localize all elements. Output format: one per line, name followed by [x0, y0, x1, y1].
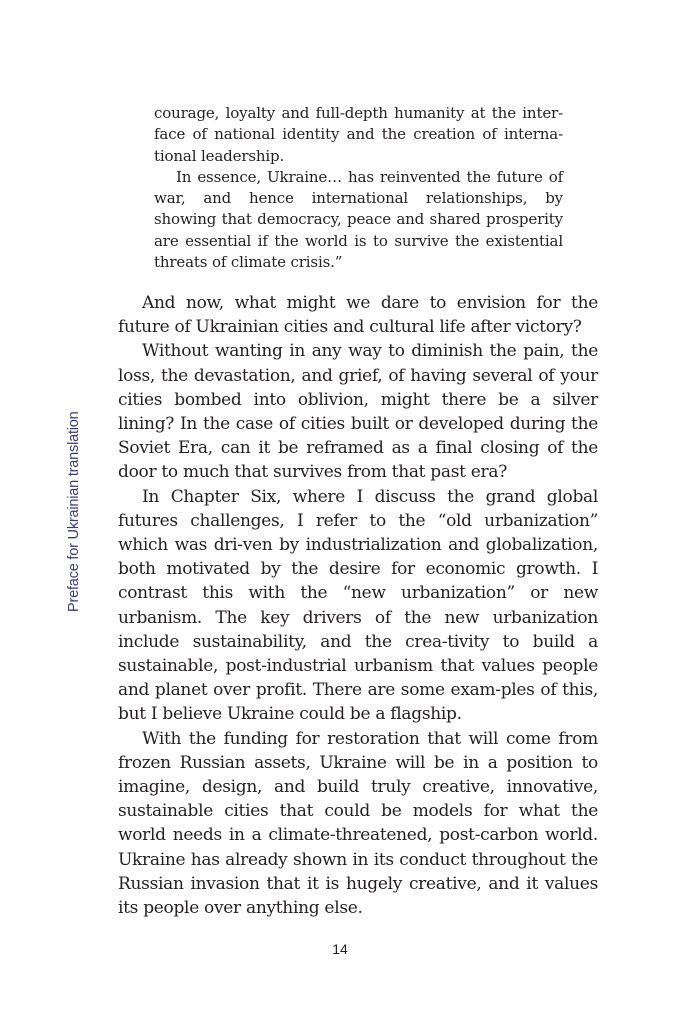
block-quote	[154, 103, 563, 273]
body-paragraph: And now, what might we dare to envision for the future of Ukrainian cities and cultural life after victory?	[118, 293, 598, 338]
body-paragraph: With the funding for restoration that will come from frozen Russian assets, Ukraine will be in a position to imagine, design, and build truly creative, innovative, sustainable cities that could be models for what the world needs in a climate-threatened, post-carbon world. Ukraine has already shown in its conduct throughout the Russian invasion that it is hugely creative, and it values its people over anything else.	[118, 728, 598, 919]
running-header: Preface for Ukrainian translation	[66, 411, 82, 612]
page-number: 14	[332, 941, 348, 957]
body-paragraph: In Chapter Six, where I discuss the grand global futures challenges, I refer to the “old urbanization” which was dri-ven by industrialization and globalization, both motivated by the desire for economic growth. I contrast this with the “new urbanization” or new urbanism. The key drivers of the new urbanization include sustainability, and the crea-tivity to build a sustainable, post-industrial urbanism that values people and planet over profit. There are some exam-ples of this, but I believe Ukraine could be a flagship.	[118, 486, 598, 725]
quote-paragraph: courage, loyalty and full-depth humanity at the inter-face of national identity and the creation of interna-tional leadership.	[154, 104, 563, 165]
quote-paragraph: In essence, Ukraine… has reinvented the future of war, and hence international relationships, by showing that democracy, peace and shared prosperity are essential if the world is to survive the existential threats of climate crisis.”	[154, 167, 563, 272]
body-text	[118, 291, 598, 920]
body-paragraph: Without wanting in any way to diminish the pain, the loss, the devastation, and grief, of having several of your cities bombed into oblivion, might there be a silver lining? In the case of cities built or developed during the Soviet Era, can it be reframed as a final closing of the door to much that survives from that past era?	[118, 341, 598, 483]
